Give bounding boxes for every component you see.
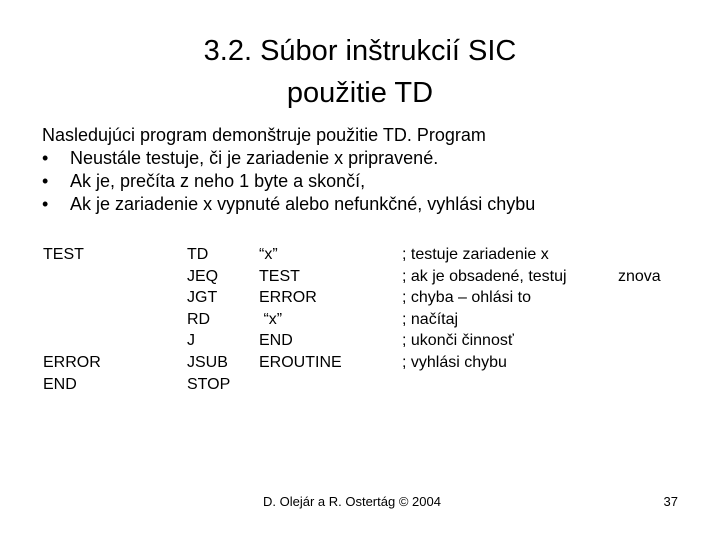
bullet-marker: •: [42, 194, 49, 214]
code-comment: ; chyba – ohlási to: [402, 289, 531, 307]
bullet-item: [42, 193, 702, 216]
code-operand: TEST: [259, 267, 300, 285]
code-operand: ERROR: [259, 289, 317, 307]
bullet-text: Ak je, prečíta z neho 1 byte a skončí,: [70, 171, 366, 191]
bullet-text: Ak je zariadenie x vypnuté alebo nefunkčné, vyhlási chybu: [70, 194, 536, 214]
title-line-2: použitie TD: [286, 77, 434, 109]
code-label: [43, 330, 101, 352]
code-opcode: RD: [187, 310, 211, 328]
code-comment: [402, 374, 567, 396]
code-operand: [259, 374, 342, 396]
slide-title: [0, 30, 720, 114]
code-opcodes-column: [187, 244, 230, 395]
bullet-marker: •: [42, 171, 49, 191]
code-operand: EROUTINE: [259, 353, 342, 371]
bullet-list: [42, 147, 702, 216]
code-operand: END: [259, 332, 293, 350]
code-opcode: J: [187, 332, 195, 350]
code-opcode: STOP: [187, 375, 231, 393]
comment-continuation: znova: [618, 267, 661, 285]
bullet-item: [42, 170, 702, 193]
code-label: TEST: [43, 246, 84, 263]
intro-text: [42, 124, 702, 216]
code-operand: “x”: [259, 310, 283, 328]
code-label: END: [43, 375, 77, 393]
footer-credit: D. Olejár a R. Ostertág © 2004: [263, 494, 441, 509]
bullet-text: Neustále testuje, či je zariadenie x pripravené.: [70, 148, 439, 168]
code-label: ERROR: [43, 353, 101, 371]
code-opcode: TD: [187, 246, 209, 263]
code-label: [43, 287, 101, 309]
code-comment: ; ak je obsadené, testuj: [402, 267, 567, 285]
code-comment: ; vyhlási chybu: [402, 353, 507, 371]
bullet-marker: •: [42, 148, 49, 168]
bullet-item: [42, 147, 702, 170]
code-label: [43, 309, 101, 331]
intro-lead: Nasledujúci program demonštruje použitie TD. Program: [42, 125, 486, 145]
title-line-1: 3.2. Súbor inštrukcií SIC: [203, 35, 517, 67]
code-operands-column: [259, 244, 342, 395]
code-opcode: JGT: [187, 289, 218, 307]
code-labels-column: [43, 244, 101, 395]
code-opcode: JSUB: [187, 353, 228, 371]
page-number: 37: [663, 494, 678, 509]
code-comments-column: [402, 244, 567, 395]
code-operand: “x”: [259, 246, 278, 263]
code-label: [43, 266, 101, 288]
code-comment: ; ukonči činnosť: [402, 332, 514, 350]
code-comment: ; načítaj: [402, 310, 459, 328]
code-comment: ; testuje zariadenie x: [402, 246, 549, 263]
code-opcode: JEQ: [187, 267, 219, 285]
